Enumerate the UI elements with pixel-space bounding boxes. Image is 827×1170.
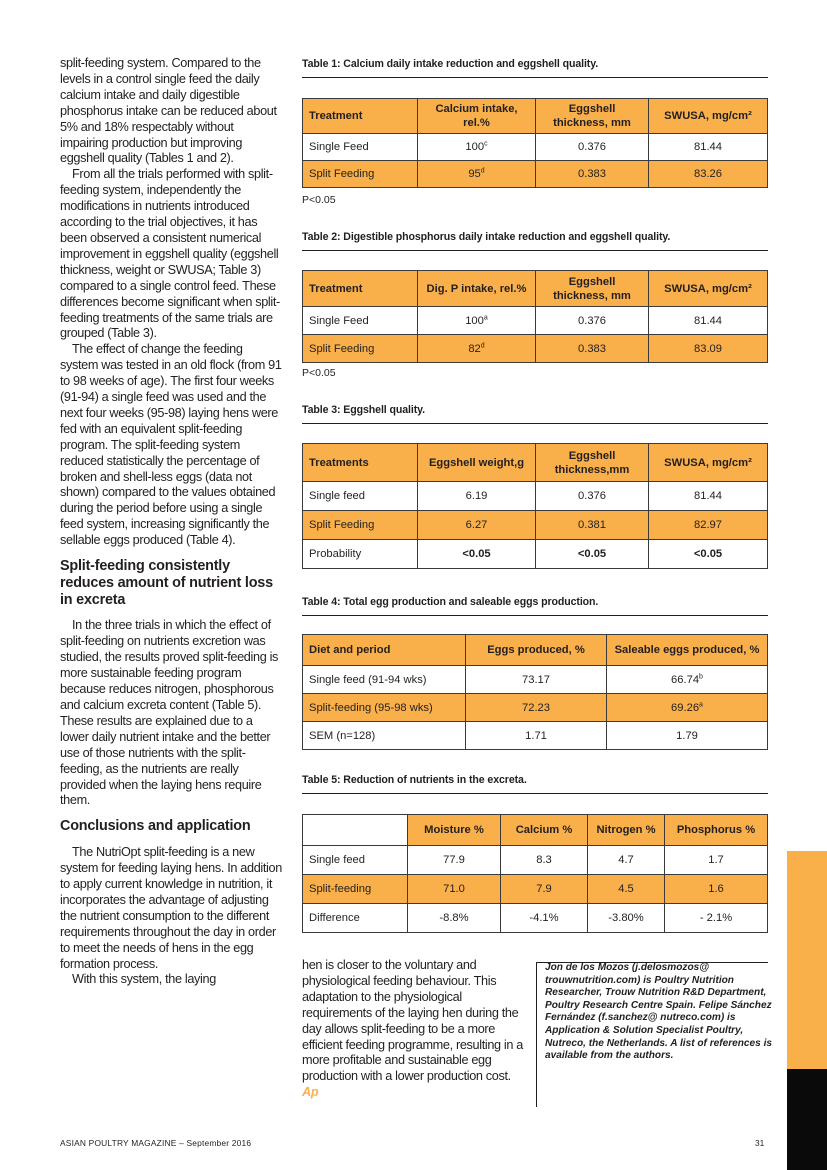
table-cell: 0.383 [536,161,649,188]
table-row [303,666,768,694]
table-row [303,904,768,933]
table-header: Nitrogen % [588,815,665,846]
table-row [303,694,768,722]
table-header: Eggshell thickness,mm [536,444,649,482]
section-heading: Conclusions and application [60,818,251,835]
table-cell: 81.44 [649,134,768,161]
table3-caption: Table 3: Eggshell quality. [302,404,768,424]
paragraph: With this system, the laying [72,972,216,987]
table-row [303,307,768,335]
table-cell: -8.8% [408,904,501,933]
section-edge-tab-dark [787,1069,827,1170]
table-cell: 8.3 [501,846,588,875]
author-credits: Jon de los Mozos (j.delosmozos@ trouwnutrition.com) is Poultry Nutrition Researcher, Trouw Nutrition R&D Department, Poultry Research Centre Spain. Felipe Sánchez Fernández (f.sanchez@ nutreco.com) is Application & Solution Specialist Poultry, Nutreco, the Netherlands. A list of references is available from the authors. [536,962,777,1107]
magazine-sign-mark: Ap [302,1085,319,1100]
table-cell: 77.9 [408,846,501,875]
table-header: Diet and period [303,635,466,666]
table5 [302,814,768,933]
paragraph: The effect of change the feeding system was tested in an old flock (from 91 to 98 weeks of age). The first four weeks (91-94) a single feed was used and the next four weeks (95-98) laying hens were fed with an equivalent split-feeding program. The split-feeding system reduced statistically the percentage of broken and shell-less eggs (data not shown) compared to the values obtained during the period before using a single feed system, increasing significantly the sellable eggs produced (Table 4). [60,342,282,548]
section-edge-tab [787,851,827,1069]
table-cell: 83.26 [649,161,768,188]
table-cell: 1.79 [607,722,768,750]
table4-caption: Table 4: Total egg production and saleable eggs production. [302,596,768,616]
table2-caption: Table 2: Digestible phosphorus daily intake reduction and eggshell quality. [302,231,768,251]
table-cell: Probability [303,540,418,569]
table-cell: 1.7 [665,846,768,875]
table-cell: 69.26$^a$ [607,694,768,722]
table-cell: Difference [303,904,408,933]
table-cell: Split-feeding (95-98 wks) [303,694,466,722]
table-cell: 1.71 [466,722,607,750]
table-header: Saleable eggs produced, % [607,635,768,666]
paragraph: split-feeding system. Compared to the levels in a control single feed the daily calcium intake and daily digestible phosphorus intake can be reduced about 5% and 18% respectably without impairing production but improving eggshell quality (Tables 1 and 2). [60,56,277,166]
table-header: Phosphorus % [665,815,768,846]
table2-note: P<0.05 [302,367,336,379]
table-cell: Single feed [303,846,408,875]
table-row [303,134,768,161]
table-header [303,815,408,846]
table-cell: Single Feed [303,307,418,335]
table-cell: 83.09 [649,335,768,363]
table-cell: 6.27 [418,511,536,540]
paragraph: From all the trials performed with split-feeding system, independently the modifications in nutrients introduced according to the trial objectives, it has been observed a consistent numerical improvement in eggshell quality (eggshell thickness, weight or SWUSA; Table 3) compared to a single control feed. These differences become significant when split-feeding treatments of the same trials are grouped (Table 3). [60,167,280,341]
table-cell: <0.05 [536,540,649,569]
table-header: SWUSA, mg/cm² [649,444,768,482]
page-number: 31 [755,1138,765,1148]
table-cell: Split Feeding [303,161,418,188]
table-row [303,722,768,750]
table1 [302,98,768,188]
paragraph: The NutriOpt split-feeding is a new system for feeding laying hens. In addition to apply current knowledge in nutrition, it incorporates the advantage of adjusting the nutrient consumption to the different requirements throughout the day in order to meet the needs of hens in the egg formation process. [60,845,282,971]
table-row [303,875,768,904]
table-cell: 100$^c$ [418,134,536,161]
table5-caption: Table 5: Reduction of nutrients in the excreta. [302,774,768,794]
table3 [302,443,768,569]
table-header: SWUSA, mg/cm² [649,271,768,307]
table-cell: <0.05 [418,540,536,569]
table-header: Calcium % [501,815,588,846]
table-cell: 4.5 [588,875,665,904]
table-header: Eggshell weight,g [418,444,536,482]
table-row [303,161,768,188]
table-row [303,511,768,540]
table-cell: Single feed [303,482,418,511]
paragraph: hen is closer to the voluntary and physiological feeding behaviour. This adaptation to the physiological requirements of the laying hen during the day allows split-feeding to be a more efficient feeding programme, resulting in a more profitable and sustainable egg production with a lower production cost. Ap [302,958,523,1100]
table-header: Eggs produced, % [466,635,607,666]
table-cell: 82$^d$ [418,335,536,363]
table-cell: Split Feeding [303,511,418,540]
table-cell: Split Feeding [303,335,418,363]
table-cell: 73.17 [466,666,607,694]
table-cell: 0.383 [536,335,649,363]
table-cell: 81.44 [649,482,768,511]
table-cell: 66.74$^b$ [607,666,768,694]
section-heading: Split-feeding consistently reduces amount of nutrient loss in excreta [60,558,273,608]
table-cell: 71.0 [408,875,501,904]
table-header: Eggshell thickness, mm [536,99,649,134]
table-row [303,335,768,363]
table-cell: 0.376 [536,482,649,511]
table-header: Treatment [303,271,418,307]
table-cell: 100$^a$ [418,307,536,335]
table-cell: 82.97 [649,511,768,540]
table-header: Calcium intake, rel.% [418,99,536,134]
table-cell: 95$^d$ [418,161,536,188]
table4 [302,634,768,750]
table-cell: Single feed (91-94 wks) [303,666,466,694]
table-cell: 0.376 [536,307,649,335]
table-header: Treatments [303,444,418,482]
table-cell: 6.19 [418,482,536,511]
paragraph: In the three trials in which the effect of split-feeding on nutrients excretion was studied, the results proved split-feeding is more sustainable feeding program because reduces nitrogen, phosphorous and calcium excreta content (Table 5). These results are explained due to a lower daily nutrient intake and the better use of those nutrients with the split-feeding, as the nutrients are really provided when the laying hens require them. [60,618,279,808]
table-cell: SEM (n=128) [303,722,466,750]
table-cell: <0.05 [649,540,768,569]
table-cell: 0.381 [536,511,649,540]
table-row [303,482,768,511]
table-cell: Single Feed [303,134,418,161]
table-cell: 72.23 [466,694,607,722]
table-cell: 7.9 [501,875,588,904]
table-header: Treatment [303,99,418,134]
table-cell: 4.7 [588,846,665,875]
table-cell: - 2.1% [665,904,768,933]
table-header: SWUSA, mg/cm² [649,99,768,134]
left-column [60,56,282,988]
table-cell: 0.376 [536,134,649,161]
table-header: Moisture % [408,815,501,846]
magazine-footer: ASIAN POULTRY MAGAZINE – September 2016 [60,1138,252,1148]
table-header: Eggshell thickness, mm [536,271,649,307]
table-cell: 1.6 [665,875,768,904]
table-cell: Split-feeding [303,875,408,904]
table2 [302,270,768,363]
table-header: Dig. P intake, rel.% [418,271,536,307]
table-cell: 81.44 [649,307,768,335]
table-row [303,846,768,875]
table-cell: -3.80% [588,904,665,933]
middle-column-text [302,958,524,1101]
table1-note: P<0.05 [302,194,336,206]
table1-caption: Table 1: Calcium daily intake reduction and eggshell quality. [302,58,768,78]
table-cell: -4.1% [501,904,588,933]
table-row [303,540,768,569]
